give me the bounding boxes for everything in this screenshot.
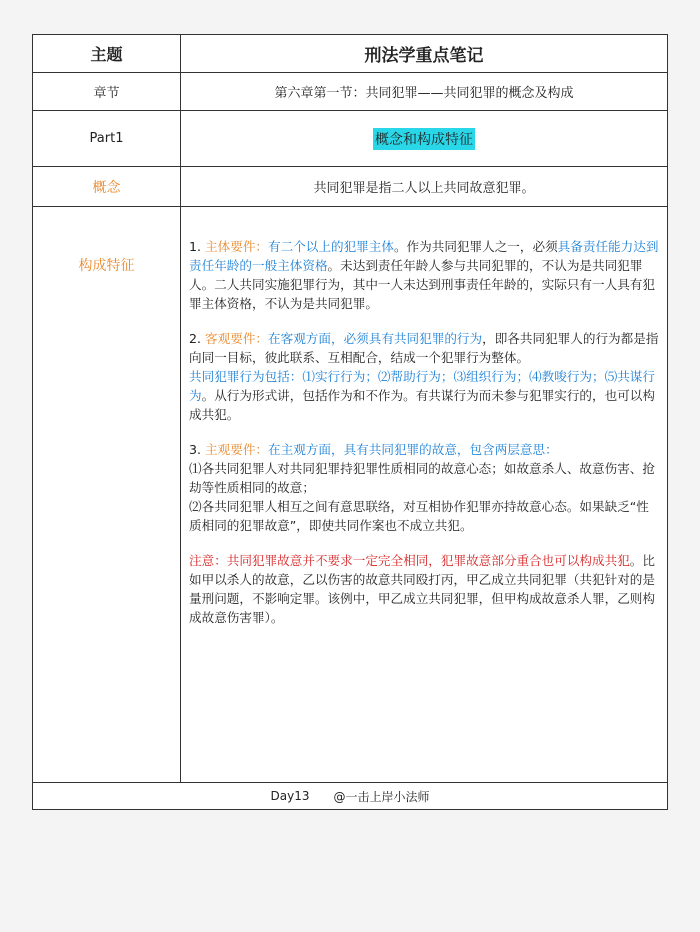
- page-title: 刑法学重点笔记: [364, 46, 484, 66]
- features-label: 构成特征: [78, 258, 135, 274]
- features-row: [33, 207, 667, 783]
- notes-table: [32, 34, 668, 810]
- footer-row: [33, 783, 667, 809]
- concept-value: 共同犯罪是指二人以上共同故意犯罪。: [313, 181, 535, 196]
- part-row: [33, 111, 667, 167]
- objective-element-paragraph: 2. 客观要件：在客观方面，必须具有共同犯罪的行为，即各共同犯罪人的行为都是指向同一目标，彼此联系、互相配合，结成一个犯罪行为整体。 共同犯罪行为包括：⑴实行行为；⑵帮助行为；⑶组织行为；⑷教唆行为；⑸共谋行为。从行为形式讲，包括作为和不作为。有共谋行为而未参与犯罪实行的，也可以构成共犯。: [189, 331, 659, 422]
- footer-day: Day13: [270, 789, 310, 803]
- title-row: [33, 35, 667, 73]
- chapter-label: 章节: [93, 86, 120, 101]
- concept-row: [33, 167, 667, 207]
- topic-label: 主题: [90, 45, 123, 64]
- concept-label: 概念: [92, 179, 121, 196]
- chapter-row: [33, 73, 667, 111]
- topic-label-cell: [33, 35, 181, 72]
- part-value: 概念和构成特征: [373, 128, 475, 150]
- topic-title-cell: [181, 35, 667, 72]
- part-label: Part1: [89, 131, 124, 146]
- footer-author: @一击上岸小法师: [333, 789, 430, 804]
- subject-element-paragraph: 1. 主体要件：有二个以上的犯罪主体。作为共同犯罪人之一，必须具备责任能力达到责任年龄的一般主体资格。未达到责任年龄人参与共同犯罪的，不认为是共同犯罪人。二人共同实施犯罪行为，其中一人未达到刑事责任年龄的，实际只有一人具有犯罪主体资格，不认为是共同犯罪。: [189, 239, 659, 311]
- note-paragraph: 注意：共同犯罪故意并不要求一定完全相同，犯罪故意部分重合也可以构成共犯。比如甲以杀人的故意，乙以伤害的故意共同殴打丙，甲乙成立共同犯罪（共犯针对的是量刑问题，不影响定罪。该例中，甲乙成立共同犯罪，但甲构成故意杀人罪，乙则构成故意伤害罪）。: [189, 553, 655, 625]
- features-body: [189, 237, 661, 643]
- chapter-value: 第六章第一节：共同犯罪——共同犯罪的概念及构成: [274, 86, 574, 101]
- subjective-element-paragraph: 3. 主观要件：在主观方面，具有共同犯罪的故意，包含两层意思： ⑴各共同犯罪人对共同犯罪持犯罪性质相同的故意心态；如故意杀人、故意伤害、抢劫等性质相同的故意； ⑵各共同犯罪人相互之间有意思联络，对互相协作犯罪亦持故意心态。如果缺乏“性质相同的犯罪故意”，即使共同作案也不成立共犯。: [189, 442, 655, 533]
